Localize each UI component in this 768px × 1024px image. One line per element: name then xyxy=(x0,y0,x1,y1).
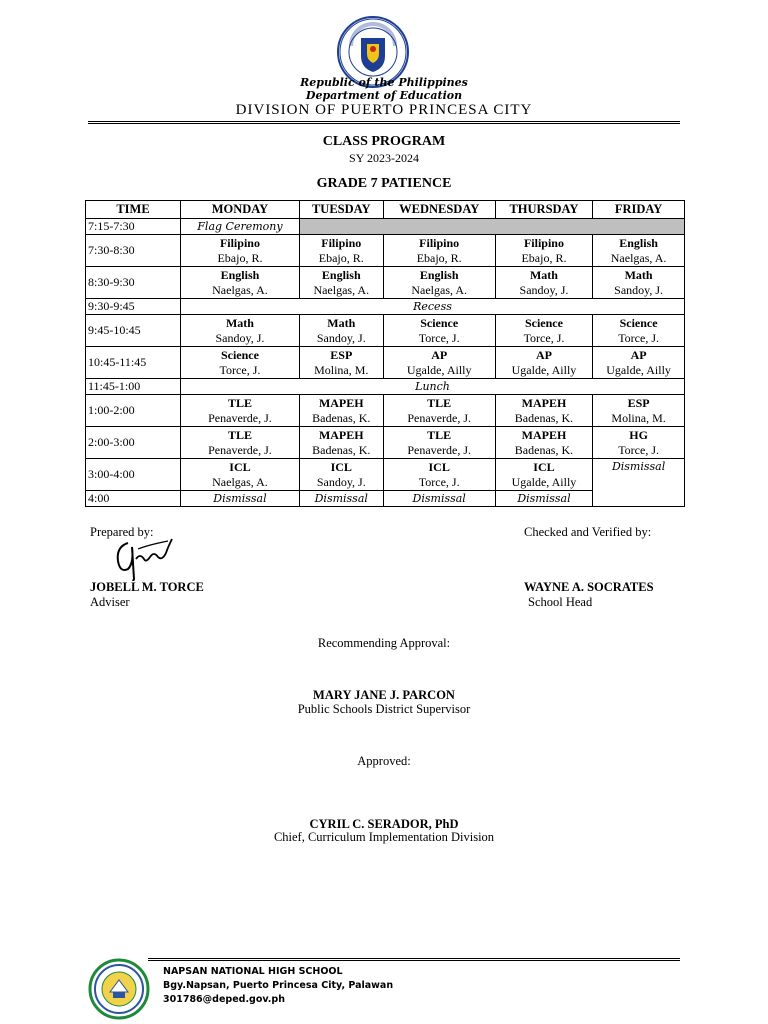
subject-name: MAPEH xyxy=(521,395,567,410)
schedule-cell xyxy=(383,235,495,267)
schedule-cell xyxy=(299,459,383,491)
footer-email: 301786@deped.gov.ph xyxy=(163,994,285,1005)
teacher-name: Torce, J. xyxy=(418,330,460,345)
schedule-cell xyxy=(299,235,383,267)
time-cell: 2:00-3:00 xyxy=(86,427,181,459)
table-header-row xyxy=(86,201,685,219)
subject-name: ICL xyxy=(428,459,450,474)
department-line: Department of Education xyxy=(305,89,463,102)
time-cell: 4:00 xyxy=(86,491,181,507)
subject-name: Math xyxy=(529,267,558,282)
schedule-cell xyxy=(593,347,685,379)
schedule-cell xyxy=(495,427,592,459)
teacher-name: Naelgas, A. xyxy=(610,250,667,265)
schedule-cell xyxy=(593,427,685,459)
checked-by-label: Checked and Verified by: xyxy=(524,525,652,539)
schedule-cell xyxy=(299,427,383,459)
time-cell: 11:45-1:00 xyxy=(86,379,181,395)
time-cell: 9:30-9:45 xyxy=(86,299,181,315)
subject-name: ESP xyxy=(330,347,353,362)
subject-name: AP xyxy=(431,347,448,362)
teacher-name: Naelgas, A. xyxy=(411,282,468,297)
shaded-cell xyxy=(299,219,684,235)
subject-name: TLE xyxy=(427,427,452,442)
teacher-name: Penaverde, J. xyxy=(407,410,472,425)
footer-address: Bgy.Napsan, Puerto Princesa City, Palawan xyxy=(163,980,394,991)
header-thursday: THURSDAY xyxy=(495,201,592,219)
subject-name: AP xyxy=(630,347,647,362)
flag-ceremony-cell: Flag Ceremony xyxy=(181,219,300,235)
header-monday: MONDAY xyxy=(181,201,300,219)
teacher-name: Badenas, K. xyxy=(514,410,574,425)
schedule-cell xyxy=(181,459,300,491)
schedule-cell xyxy=(593,315,685,347)
subject-name: Science xyxy=(220,347,259,362)
subject-name: ICL xyxy=(229,459,251,474)
class-schedule-table xyxy=(85,200,685,507)
teacher-name: Penaverde, J. xyxy=(208,442,272,457)
section-name: GRADE 7 PATIENCE xyxy=(316,176,452,191)
table-row xyxy=(86,315,685,347)
subject-name: Science xyxy=(619,315,658,330)
schedule-cell xyxy=(181,267,300,299)
subject-name: Math xyxy=(624,267,653,282)
teacher-name: Ugalde, Ailly xyxy=(511,362,577,377)
dismissal-cell: Dismissal xyxy=(383,491,495,507)
subject-name: AP xyxy=(535,347,552,362)
teacher-name: Torce, J. xyxy=(618,442,659,457)
prepared-by-title: Adviser xyxy=(90,595,130,609)
time-cell: 9:45-10:45 xyxy=(86,315,181,347)
table-row xyxy=(86,235,685,267)
time-cell: 1:00-2:00 xyxy=(86,395,181,427)
recess-cell: Recess xyxy=(181,299,685,315)
subject-name: MAPEH xyxy=(318,427,364,442)
schedule-cell xyxy=(299,347,383,379)
schedule-cell xyxy=(383,459,495,491)
republic-line: Republic of the Philippines xyxy=(300,76,468,89)
schedule-cell xyxy=(593,235,685,267)
recommending-title: Public Schools District Supervisor xyxy=(297,702,471,716)
teacher-name: Ebajo, R. xyxy=(217,250,263,265)
subject-name: Math xyxy=(327,315,356,330)
subject-name: Science xyxy=(420,315,459,330)
schedule-cell xyxy=(495,235,592,267)
schedule-cell xyxy=(181,347,300,379)
teacher-name: Ebajo, R. xyxy=(416,250,462,265)
schedule-cell xyxy=(495,459,592,491)
table-row xyxy=(86,267,685,299)
schedule-cell xyxy=(299,267,383,299)
teacher-name: Naelgas, A. xyxy=(212,282,268,297)
teacher-name: Sandoy, J. xyxy=(215,330,265,345)
time-cell: 7:30-8:30 xyxy=(86,235,181,267)
teacher-name: Ugalde, Ailly xyxy=(406,362,472,377)
teacher-name: Ebajo, R. xyxy=(521,250,567,265)
dismissal-cell: Dismissal xyxy=(181,491,300,507)
subject-name: Filipino xyxy=(321,235,362,250)
dismissal-cell: Dismissal xyxy=(299,491,383,507)
teacher-name: Sandoy, J. xyxy=(316,330,366,345)
table-row xyxy=(86,427,685,459)
subject-name: Filipino xyxy=(523,235,564,250)
table-row xyxy=(86,347,685,379)
signature-image xyxy=(110,537,180,581)
division-line: DIVISION OF PUERTO PRINCESA CITY xyxy=(235,102,533,118)
header-time: TIME xyxy=(86,201,181,219)
schedule-cell xyxy=(181,315,300,347)
teacher-name: Badenas, K. xyxy=(312,442,371,457)
teacher-name: Sandoy, J. xyxy=(519,282,569,297)
prepared-by-name: JOBELL M. TORCE xyxy=(90,580,204,594)
schedule-cell xyxy=(593,395,685,427)
schedule-cell xyxy=(383,347,495,379)
subject-name: ICL xyxy=(533,459,555,474)
schedule-cell xyxy=(495,347,592,379)
teacher-name: Sandoy, J. xyxy=(316,474,366,489)
teacher-name: Molina, M. xyxy=(314,362,369,377)
schedule-cell xyxy=(181,427,300,459)
header-friday: FRIDAY xyxy=(593,201,685,219)
subject-name: Science xyxy=(524,315,563,330)
schedule-cell xyxy=(495,267,592,299)
approved-label: Approved: xyxy=(357,754,411,768)
footer-rule xyxy=(148,958,680,961)
schedule-cell xyxy=(383,267,495,299)
time-cell: 10:45-11:45 xyxy=(86,347,181,379)
schedule-cell xyxy=(383,427,495,459)
subject-name: Math xyxy=(225,315,254,330)
subject-name: English xyxy=(419,267,459,282)
teacher-name: Ebajo, R. xyxy=(318,250,364,265)
time-cell: 7:15-7:30 xyxy=(86,219,181,235)
teacher-name: Torce, J. xyxy=(523,330,565,345)
teacher-name: Torce, J. xyxy=(418,474,460,489)
subject-name: MAPEH xyxy=(318,395,364,410)
schedule-cell xyxy=(299,395,383,427)
header-wednesday: WEDNESDAY xyxy=(383,201,495,219)
subject-name: English xyxy=(220,267,260,282)
table-row xyxy=(86,459,685,491)
teacher-name: Ugalde, Ailly xyxy=(511,474,577,489)
teacher-name: Naelgas, A. xyxy=(313,282,370,297)
document-title: CLASS PROGRAM xyxy=(322,134,446,149)
teacher-name: Ugalde, Ailly xyxy=(606,362,671,377)
school-year: SY 2023-2024 xyxy=(349,151,419,165)
subject-name: English xyxy=(619,235,658,250)
flag-ceremony-row xyxy=(86,219,685,235)
table-row xyxy=(86,395,685,427)
footer-school-name: NAPSAN NATIONAL HIGH SCHOOL xyxy=(163,966,343,977)
approved-title: Chief, Curriculum Implementation Division xyxy=(273,830,495,844)
checked-by-title: School Head xyxy=(528,595,593,609)
subject-name: ESP xyxy=(627,395,650,410)
subject-name: HG xyxy=(629,427,648,442)
subject-name: TLE xyxy=(227,395,252,410)
lunch-row xyxy=(86,379,685,395)
dismissal-cell: Dismissal xyxy=(495,491,592,507)
schedule-cell xyxy=(495,395,592,427)
subject-name: ICL xyxy=(330,459,352,474)
schedule-cell xyxy=(181,395,300,427)
subject-name: Filipino xyxy=(419,235,460,250)
approved-name: CYRIL C. SERADOR, PhD xyxy=(309,817,459,831)
lunch-cell: Lunch xyxy=(181,379,685,395)
teacher-name: Naelgas, A. xyxy=(212,474,268,489)
subject-name: English xyxy=(321,267,361,282)
subject-name: TLE xyxy=(427,395,452,410)
header-rule xyxy=(88,121,680,124)
schedule-cell xyxy=(593,267,685,299)
friday-dismissal-cell: Dismissal xyxy=(593,459,685,507)
subject-name: Filipino xyxy=(219,235,260,250)
schedule-cell xyxy=(299,315,383,347)
schedule-cell xyxy=(383,395,495,427)
teacher-name: Badenas, K. xyxy=(514,442,574,457)
time-cell: 3:00-4:00 xyxy=(86,459,181,491)
school-seal-logo xyxy=(84,958,154,1020)
teacher-name: Sandoy, J. xyxy=(614,282,664,297)
teacher-name: Penaverde, J. xyxy=(208,410,272,425)
header-tuesday: TUESDAY xyxy=(299,201,383,219)
teacher-name: Torce, J. xyxy=(219,362,261,377)
schedule-cell xyxy=(383,315,495,347)
prepared-by-label: Prepared by: xyxy=(90,525,154,539)
recommending-name: MARY JANE J. PARCON xyxy=(313,688,455,702)
recess-row xyxy=(86,299,685,315)
schedule-cell xyxy=(181,235,300,267)
teacher-name: Badenas, K. xyxy=(312,410,371,425)
checked-by-name: WAYNE A. SOCRATES xyxy=(524,580,654,594)
subject-name: MAPEH xyxy=(521,427,567,442)
teacher-name: Molina, M. xyxy=(611,410,666,425)
subject-name: TLE xyxy=(227,427,252,442)
time-cell: 8:30-9:30 xyxy=(86,267,181,299)
schedule-cell xyxy=(495,315,592,347)
teacher-name: Penaverde, J. xyxy=(407,442,472,457)
teacher-name: Torce, J. xyxy=(618,330,659,345)
recommending-label: Recommending Approval: xyxy=(317,636,451,650)
